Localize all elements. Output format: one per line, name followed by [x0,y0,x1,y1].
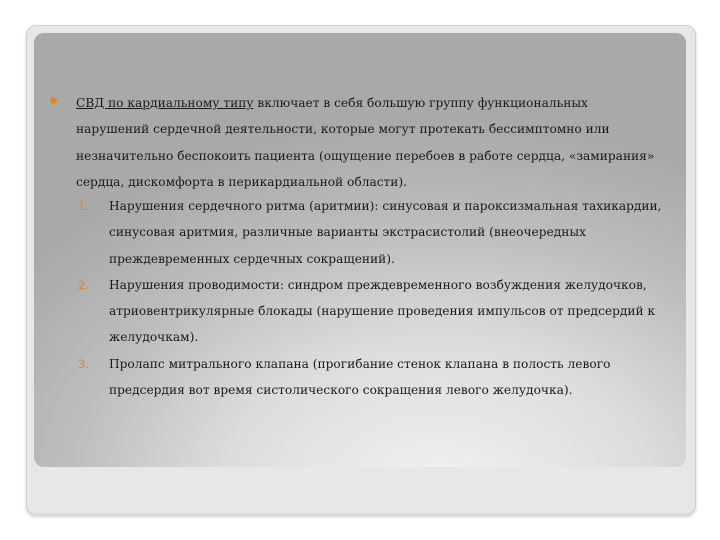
numbered-list [78,193,678,403]
bullet-dot-icon [50,97,57,104]
list-item-number: 2. [78,277,89,292]
main-bullet-body: включает в себя большую группу функциональных нарушений сердечной деятельности, которые могут протекать бессимптомно или незначительно беспокоить пациента (ощущение перебоев в работе сердца, «замирания» сердца, дискомфорта в перикардиальной области). [76,96,655,189]
list-item-text: Пролапс митрального клапана (прогибание стенок клапана в полость левого предсердия вот время систолического сокращения левого желудочка). [109,356,611,398]
list-item-number: 1. [78,199,89,213]
main-bullet-text [52,90,662,195]
slide-frame-edge [30,513,690,516]
list-item [78,351,678,404]
list-item-text: Нарушения проводимости: синдром преждевременного возбуждения желудочков, атриовентрикулярные блокады (нарушение проведения импульсов от предсердий к желудочкам). [109,277,656,345]
main-bullet-lead: СВД по кардиальному типу [76,96,254,110]
list-item [78,193,678,272]
main-bullet [52,90,662,195]
list-item [78,272,678,351]
list-item-text: Нарушения сердечного ритма (аритмии): синусовая и пароксизмальная тахикардии, синусовая аритмия, различные варианты экстрасистолий (внеочередных преждевременных сердечных сокращений). [109,199,662,266]
list-item-number: 3. [78,356,89,371]
